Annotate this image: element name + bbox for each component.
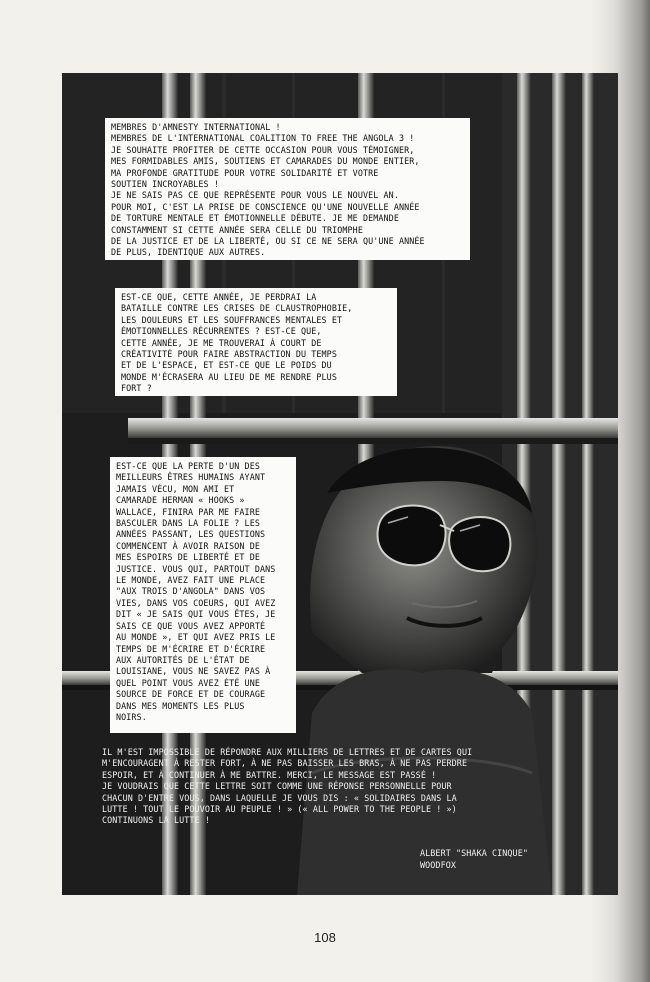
- signature: ALBERT "SHAKA CINQUE" WOODFOX: [420, 848, 528, 870]
- caption-text: MEMBRES D'AMNESTY INTERNATIONAL ! MEMBRES DE L'INTERNATIONAL COALITION TO FREE THE ANGOLA 3 ! JE SOUHAITE PROFITER DE CETTE OCCASION POUR VOUS TÉMOIGNER, MES FORMIDABLES AMIS, SOUTIENS ET CAMARADES DU MONDE ENTIER, MA PROFONDE GRATITUDE POUR VOTRE SOLIDARITÉ ET VOTRE SOUTIEN INCROYABLES ! JE NE SAIS PAS CE QUE REPRÉSENTE POUR VOUS LE NOUVEL AN. POUR MOI, C'EST LA PRISE DE CONSCIENCE QU'UNE NOUVELLE ANNÉE DE TORTURE MENTALE ET ÉMOTIONNELLE DÉBUTE. JE ME DEMANDE CONSTAMMENT SI CETTE ANNÉE SERA CELLE DU TRIOMPHE DE LA JUSTICE ET DE LA LIBERTÉ, OU SI CE NE SERA QU'UNE ANNÉE DE PLUS, IDENTIQUE AUX AUTRES.: [111, 122, 425, 258]
- caption-text: EST-CE QUE, CETTE ANNÉE, JE PERDRAI LA BATAILLE CONTRE LES CRISES DE CLAUSTROPHOBIE, LES DOULEURS ET LES SOUFFRANCES MENTALES ET ÉMOTIONNELLES RÉCURRENTES ? EST-CE QUE, CETTE ANNÉE, JE ME TROUVERAI À COURT DE CRÉATIVITÉ POUR FAIRE ABSTRACTION DU TEMPS ET DE L'ESPACE, ET EST-CE QUE LE POIDS DU MONDE M'ÉCRASERA AU LIEU DE ME RENDRE PLUS FORT ?: [121, 292, 353, 394]
- page-number: 108: [314, 930, 336, 945]
- caption-text: EST-CE QUE LA PERTE D'UN DES MEILLEURS ÊTRES HUMAINS AYANT JAMAIS VÉCU, MON AMI ET CAMARADE HERMAN « HOOKS » WALLACE, FINIRA PAR ME FAIRE BASCULER DANS LA FOLIE ? LES ANNÉES PASSANT, LES QUESTIONS COMMENCENT À AVOIR RAISON DE MES ESPOIRS DE LIBERTÉ ET DE JUSTICE. VOUS QUI, PARTOUT DANS LE MONDE, AVEZ FAIT UNE PLACE "AUX TROIS D'ANGOLA" DANS VOS VIES, DANS VOS COEURS, QUI AVEZ DIT « JE SAIS QUI VOUS ÊTES, JE SAIS CE QUE VOUS AVEZ APPORTÉ AU MONDE », ET QUI AVEZ PRIS LE TEMPS DE M'ÉCRIRE ET D'ÉCRIRE AUX AUTORITÉS DE L'ÉTAT DE LOUISIANE, VOUS NE SAVEZ PAS À QUEL POINT VOUS AVEZ ÉTÉ UNE SOURCE DE FORCE ET DE COURAGE DANS MES MOMENTS LES PLUS NOIRS.: [116, 461, 276, 722]
- caption-text: IL M'EST IMPOSSIBLE DE RÉPONDRE AUX MILLIERS DE LETTRES ET DE CARTES QUI M'ENCOURAGENT À RESTER FORT, À NE PAS BAISSER LES BRAS, À NE PAS PERDRE ESPOIR, ET À CONTINUER À ME BATTRE. MERCI, LE MESSAGE EST PASSÉ ! JE VOUDRAIS QUE CETTE LETTRE SOIT COMME UNE RÉPONSE PERSONNELLE POUR CHACUN D'ENTRE VOUS, DANS LAQUELLE JE VOUS DIS : « SOLIDAIRES DANS LA LUTTE ! TOUT LE POUVOIR AU PEUPLE ! » (« ALL POWER TO THE PEOPLE ! ») CONTINUONS LA LUTTE !: [102, 747, 473, 826]
- comic-panel: [62, 73, 618, 895]
- caption-box-dark: [96, 743, 572, 889]
- caption-box: [115, 288, 397, 396]
- caption-box: [105, 118, 470, 260]
- caption-box: [110, 457, 296, 733]
